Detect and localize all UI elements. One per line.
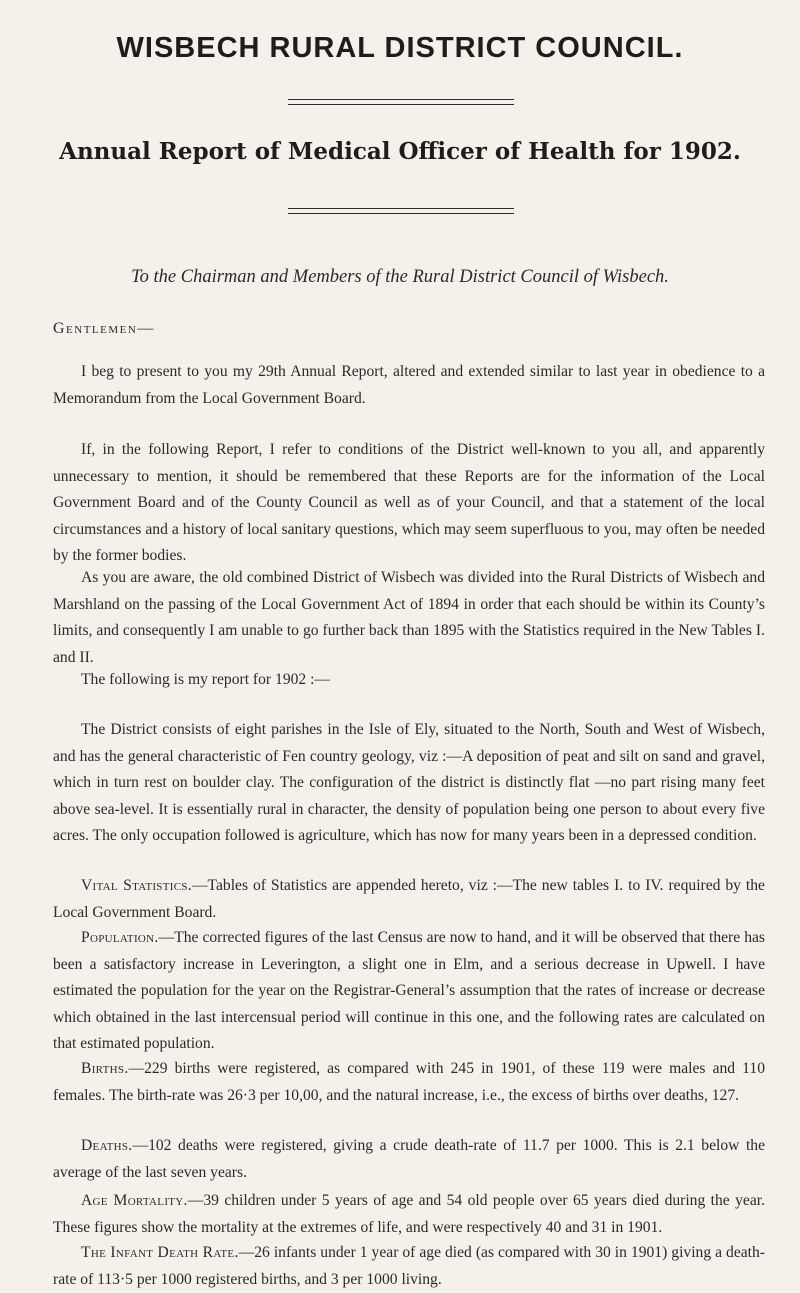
paragraph-infant-death-rate: The Infant Death Rate.—26 infants under 1 year of age died (as compared with 30 in 1901) giving a death-rate of 113·5 per 1000 registered births, and 3 per 1000 living.: [53, 1244, 766, 1288]
report-title: Annual Report of Medical Officer of Health for 1902.: [59, 138, 741, 165]
title-divider-top: [288, 99, 514, 105]
council-title: WISBECH RURAL DISTRICT COUNCIL.: [116, 32, 684, 64]
title-divider-bottom: [288, 208, 514, 214]
paragraph-report-intro: The following is my report for 1902 :—: [81, 671, 331, 688]
paragraph-intro: I beg to present to you my 29th Annual Report, altered and extended similar to last year in obedience to a Memorandum from the Local Government Board.: [53, 363, 765, 407]
paragraph-vital-statistics: Vital Statistics.—Tables of Statistics are appended hereto, viz :—The new tables I. to IV. required by the Local Government Board.: [53, 877, 765, 921]
paragraph-deaths: Deaths.—102 deaths were registered, giving a crude death-rate of 11.7 per 1000. This is 2.1 below the average of the last seven years.: [53, 1137, 765, 1181]
salutation: Gentlemen—: [53, 320, 155, 337]
paragraph-age-mortality: Age Mortality.—39 children under 5 years of age and 54 old people over 65 years died during the year. These figures show the mortality at the extremes of life, and were respectively 40 and 31 in 1901.: [53, 1192, 766, 1236]
paragraph-population: Population.—The corrected figures of the last Census are now to hand, and it will be observed that there has been a satisfactory increase in Leverington, a slight one in Elm, and a serious decrease in Upwell. I have estimated the population for the year on the Registrar-General’s assumption that the rates of increase or decrease which obtained in the last intercensual period will continue in this one, and the following rates are calculated on that estimated population.: [53, 929, 765, 1052]
paragraph-history: As you are aware, the old combined District of Wisbech was divided into the Rural Districts of Wisbech and Marshland on the passing of the Local Government Act of 1894 in order that each should be within its County’s limits, and consequently I am unable to go further back than 1895 with the Statistics required in the New Tables I. and II.: [53, 569, 765, 666]
paragraph-purpose: If, in the following Report, I refer to conditions of the District well-known to you all, and apparently unnecessary to mention, it should be remembered that these Reports are for the information of the Local Government Board and of the County Council as well as of your Council, and that a statement of the local circumstances and a history of local sanitary questions, which may seem superfluous to you, may often be needed by the former bodies.: [53, 441, 765, 564]
paragraph-district: The District consists of eight parishes in the Isle of Ely, situated to the North, South and West of Wisbech, and has the general characteristic of Fen country geology, viz :—A deposition of peat and silt on sand and gravel, which in turn rest on boulder clay. The configuration of the district is distinctly flat —no part rising many feet above sea-level. It is essentially rural in character, the density of population being one person to about every five acres. The only occupation followed is agriculture, which has now for many years been in a depressed condition.: [53, 721, 765, 844]
paragraph-births: Births.—229 births were registered, as compared with 245 in 1901, of these 119 were males and 110 females. The birth-rate was 26·3 per 10,00, and the natural increase, i.e., the excess of births over deaths, 127.: [53, 1060, 765, 1104]
dedication-line: To the Chairman and Members of the Rural District Council of Wisbech.: [131, 267, 669, 287]
